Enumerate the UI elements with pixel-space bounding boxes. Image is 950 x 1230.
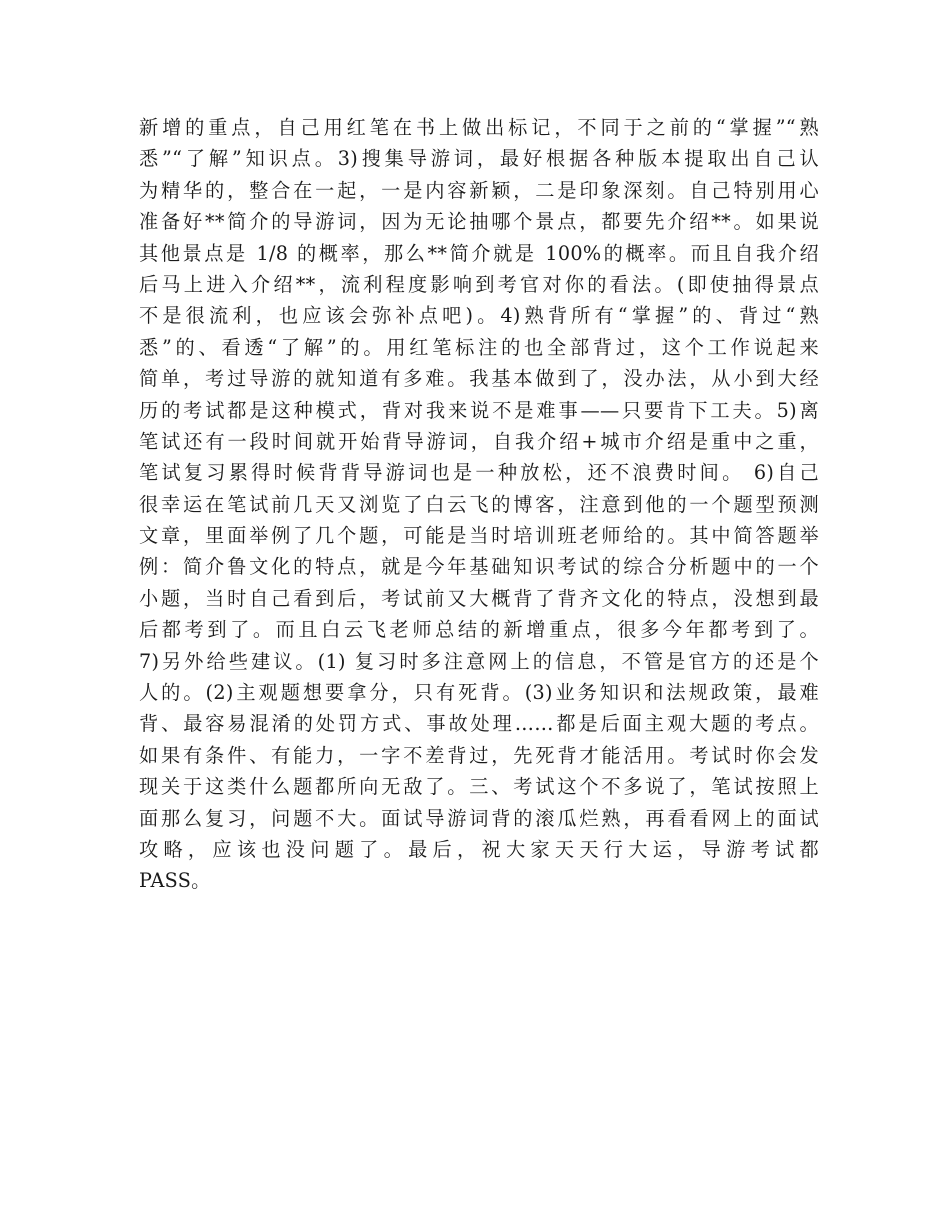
text-line-18: 7)另外给些建议。(1) 复习时多注意网上的信息，不管是官方的还是个: [139, 649, 819, 673]
text-line-1: 新增的重点，自己用红笔在书上做出标记，不同于之前的“掌握”“熟: [139, 116, 819, 139]
text-line-4: 准备好**简介的导游词，因为无论抽哪个景点，都要先介绍**。如果说: [139, 210, 819, 234]
text-line-17: 后都考到了。而且白云飞老师总结的新增重点，很多今年都考到了。: [139, 618, 819, 642]
body-text: [139, 112, 819, 897]
text-line-11: 笔试还有一段时间就开始背导游词，自我介绍+城市介绍是重中之重，: [139, 429, 819, 453]
text-line-10: 历的考试都是这种模式，背对我来说不是难事——只要肯下工夫。5)离: [139, 398, 819, 422]
text-line-22: 现关于这类什么题都所向无敌了。三、考试这个不多说了，笔试按照上: [139, 775, 819, 799]
text-line-5: 其他景点是 1/8 的概率，那么**简介就是 100%的概率。而且自我介绍: [139, 241, 819, 265]
text-line-16: 小题，当时自己看到后，考试前又大概背了背齐文化的特点，没想到最: [139, 586, 819, 610]
text-line-21: 如果有条件、有能力，一字不差背过，先死背才能活用。考试时你会发: [139, 743, 819, 767]
text-line-20: 背、最容易混淆的处罚方式、事故处理……都是后面主观大题的考点。: [139, 712, 819, 736]
text-line-19: 人的。(2)主观题想要拿分，只有死背。(3)业务知识和法规政策，最难: [139, 681, 819, 705]
text-line-23: 面那么复习，问题不大。面试导游词背的滚瓜烂熟，再看看网上的面试: [139, 806, 819, 830]
text-line-13: 很幸运在笔试前几天又浏览了白云飞的博客，注意到他的一个题型预测: [139, 492, 819, 516]
text-line-2: 悉”“了解”知识点。3)搜集导游词，最好根据各种版本提取出自己认: [139, 147, 819, 171]
text-line-12: 笔试复习累得时候背背导游词也是一种放松，还不浪费时间。 6)自己: [139, 461, 819, 485]
text-line-8: 悉”的、看透“了解”的。用红笔标注的也全部背过，这个工作说起来: [139, 335, 819, 359]
text-line-24: 攻略，应该也没问题了。最后，祝大家天天行大运，导游考试都: [139, 837, 819, 861]
text-line-9: 简单，考过导游的就知道有多难。我基本做到了，没办法，从小到大经: [139, 367, 819, 391]
text-line-25: PASS。: [139, 869, 211, 893]
text-line-14: 文章，里面举例了几个题，可能是当时培训班老师给的。其中简答题举: [139, 524, 819, 548]
text-line-6: 后马上进入介绍**，流利程度影响到考官对你的看法。(即使抽得景点: [139, 272, 819, 296]
text-line-3: 为精华的，整合在一起，一是内容新颖，二是印象深刻。自己特别用心: [139, 178, 819, 202]
text-line-7: 不是很流利，也应该会弥补点吧)。4)熟背所有“掌握”的、背过“熟: [139, 304, 819, 328]
text-line-15: 例：简介鲁文化的特点，就是今年基础知识考试的综合分析题中的一个: [139, 555, 819, 579]
